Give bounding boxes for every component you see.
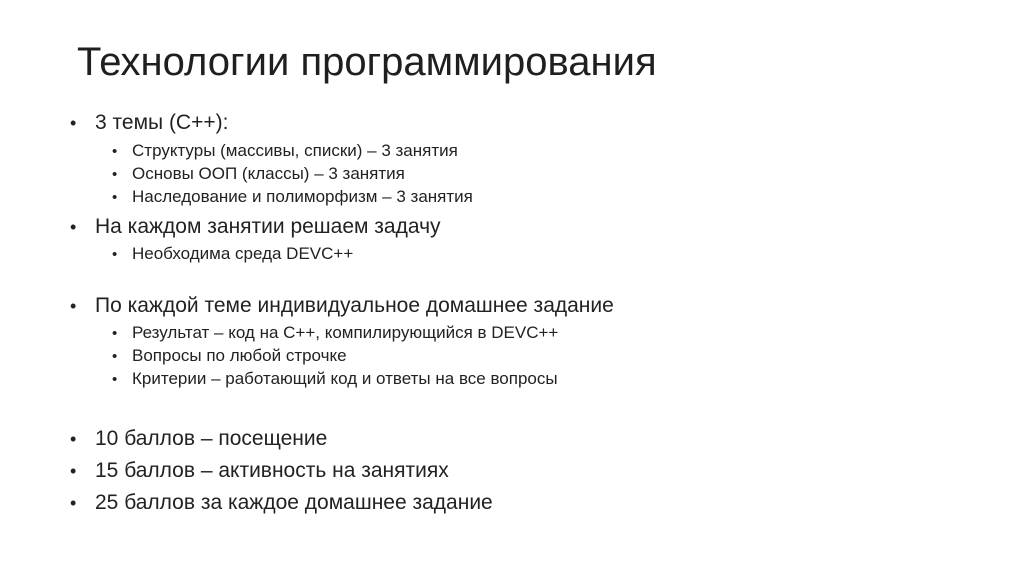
bullet-text: 25 баллов за каждое домашнее задание xyxy=(95,491,493,514)
bullet-item xyxy=(70,214,441,240)
bullet-icon: • xyxy=(112,246,118,263)
sub-bullet-text: Основы ООП (классы) – 3 занятия xyxy=(132,164,405,183)
slide-title: Технологии программирования xyxy=(77,40,657,84)
sub-bullet-item xyxy=(112,243,353,266)
sub-bullet-item xyxy=(112,368,558,391)
bullet-icon: • xyxy=(70,429,77,449)
sub-bullet-item xyxy=(112,186,473,209)
bullet-item xyxy=(70,458,449,484)
bullet-text: 3 темы (C++): xyxy=(95,111,229,134)
bullet-text: По каждой теме индивидуальное домашнее задание xyxy=(95,294,614,317)
bullet-icon: • xyxy=(70,493,77,513)
bullet-icon: • xyxy=(112,325,118,342)
sub-bullet-item xyxy=(112,140,458,163)
bullet-icon: • xyxy=(70,217,77,237)
sub-bullet-text: Структуры (массивы, списки) – 3 занятия xyxy=(132,141,458,160)
bullet-item xyxy=(70,293,614,319)
bullet-item xyxy=(70,110,228,136)
bullet-icon: • xyxy=(70,296,77,316)
bullet-icon: • xyxy=(112,348,118,365)
sub-bullet-text: Вопросы по любой строчке xyxy=(132,346,347,365)
bullet-text: 15 баллов – активность на занятиях xyxy=(95,459,449,482)
sub-bullet-item xyxy=(112,345,347,368)
bullet-icon: • xyxy=(70,113,77,133)
sub-bullet-item xyxy=(112,163,405,186)
bullet-icon: • xyxy=(70,461,77,481)
sub-bullet-text: Результат – код на С++, компилирующийся в DEVC++ xyxy=(132,323,559,342)
bullet-icon: • xyxy=(112,371,118,388)
sub-bullet-text: Необходима среда DEVC++ xyxy=(132,244,354,263)
sub-bullet-text: Критерии – работающий код и ответы на все вопросы xyxy=(132,369,558,388)
bullet-icon: • xyxy=(112,189,118,206)
bullet-text: 10 баллов – посещение xyxy=(95,427,328,450)
bullet-item xyxy=(70,490,493,516)
sub-bullet-text: Наследование и полиморфизм – 3 занятия xyxy=(132,187,473,206)
bullet-item xyxy=(70,426,327,452)
bullet-text: На каждом занятии решаем задачу xyxy=(95,215,441,238)
sub-bullet-item xyxy=(112,322,558,345)
bullet-icon: • xyxy=(112,166,118,183)
bullet-icon: • xyxy=(112,143,118,160)
